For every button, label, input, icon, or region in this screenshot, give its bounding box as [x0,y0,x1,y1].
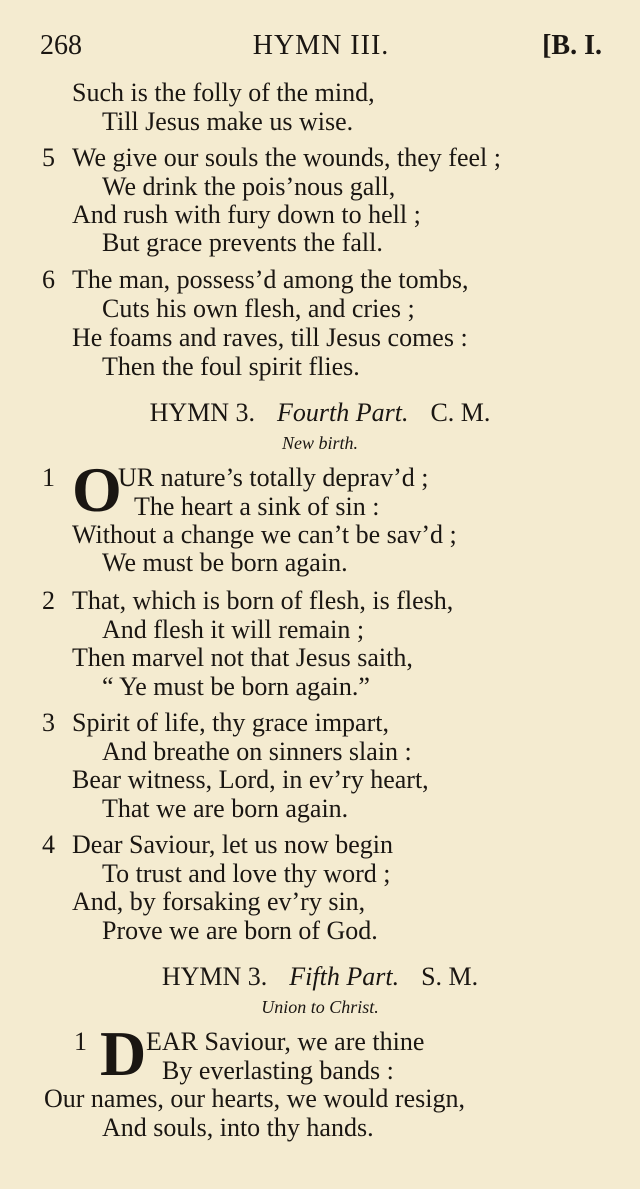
verse-line: Prove we are born of God. [102,916,378,945]
page-header [40,30,602,66]
verse-line: Our names, our hearts, we would resign, [44,1084,465,1113]
verse-number: 1 [74,1027,87,1056]
hymn-subtitle: Union to Christ. [261,997,379,1017]
verse-line: And rush with fury down to hell ; [72,200,421,229]
hymn-heading [0,398,640,428]
verse-line: By everlasting bands : [162,1056,394,1085]
verse-line: “ Ye must be born again.” [102,672,370,701]
verse-line: That, which is born of flesh, is flesh, [72,586,454,615]
verse-line: And, by forsaking ev’ry sin, [72,887,366,916]
hymn-part: Fourth Part. [277,398,409,427]
verse-line: The man, possess’d among the tombs, [72,265,469,294]
hymn-part: Fifth Part. [289,962,400,991]
hymn-label: HYMN 3. [161,962,268,991]
running-title: HYMN III. [252,30,390,61]
verse-line: And souls, into thy hands. [102,1113,374,1142]
verse-line: And breathe on sinners slain : [102,737,412,766]
hymn-label: HYMN 3. [149,398,256,427]
verse-line: We must be born again. [102,548,348,577]
verse-line: Dear Saviour, let us now begin [72,830,394,859]
verse-line: That we are born again. [102,794,349,823]
verse-line: Spirit of life, thy grace impart, [72,708,389,737]
verse-line: And flesh it will remain ; [102,615,365,644]
verse-line: UR nature’s totally deprav’d ; [118,463,429,492]
hymn-meter: S. M. [421,962,479,991]
verse-line: Then the foul spirit flies. [102,352,360,381]
verse-line: We drink the pois’nous gall, [102,172,396,201]
verse-line: Without a change we can’t be sav’d ; [72,520,457,549]
drop-cap: D [100,1018,147,1089]
verse-line: But grace prevents the fall. [102,228,383,257]
hymn-heading [0,962,640,992]
verse-line: To trust and love thy word ; [102,859,391,888]
verse-line: The heart a sink of sin : [134,492,380,521]
verse-number: 2 [42,586,55,615]
page-number: 268 [40,30,82,61]
hymn-subtitle: New birth. [281,433,358,453]
verse-number: 4 [42,830,55,859]
verse-line: EAR Saviour, we are thine [146,1027,425,1056]
verse-number: 6 [42,265,55,294]
verse-line: Then marvel not that Jesus saith, [72,643,413,672]
verse-line: Till Jesus make us wise. [102,107,354,136]
verse-line: We give our souls the wounds, they feel ; [72,143,501,172]
verse-line: Bear witness, Lord, in ev’ry heart, [72,765,429,794]
hymn-meter: C. M. [430,398,491,427]
verse-line: Such is the folly of the mind, [72,78,375,107]
verse-line: He foams and raves, till Jesus comes : [72,323,468,352]
verse-number: 3 [42,708,55,737]
drop-cap: O [72,454,122,525]
verse-line: Cuts his own flesh, and cries ; [102,294,415,323]
verse-number: 5 [42,143,55,172]
book-reference: [B. I. [542,30,602,61]
verse-number: 1 [42,463,55,492]
